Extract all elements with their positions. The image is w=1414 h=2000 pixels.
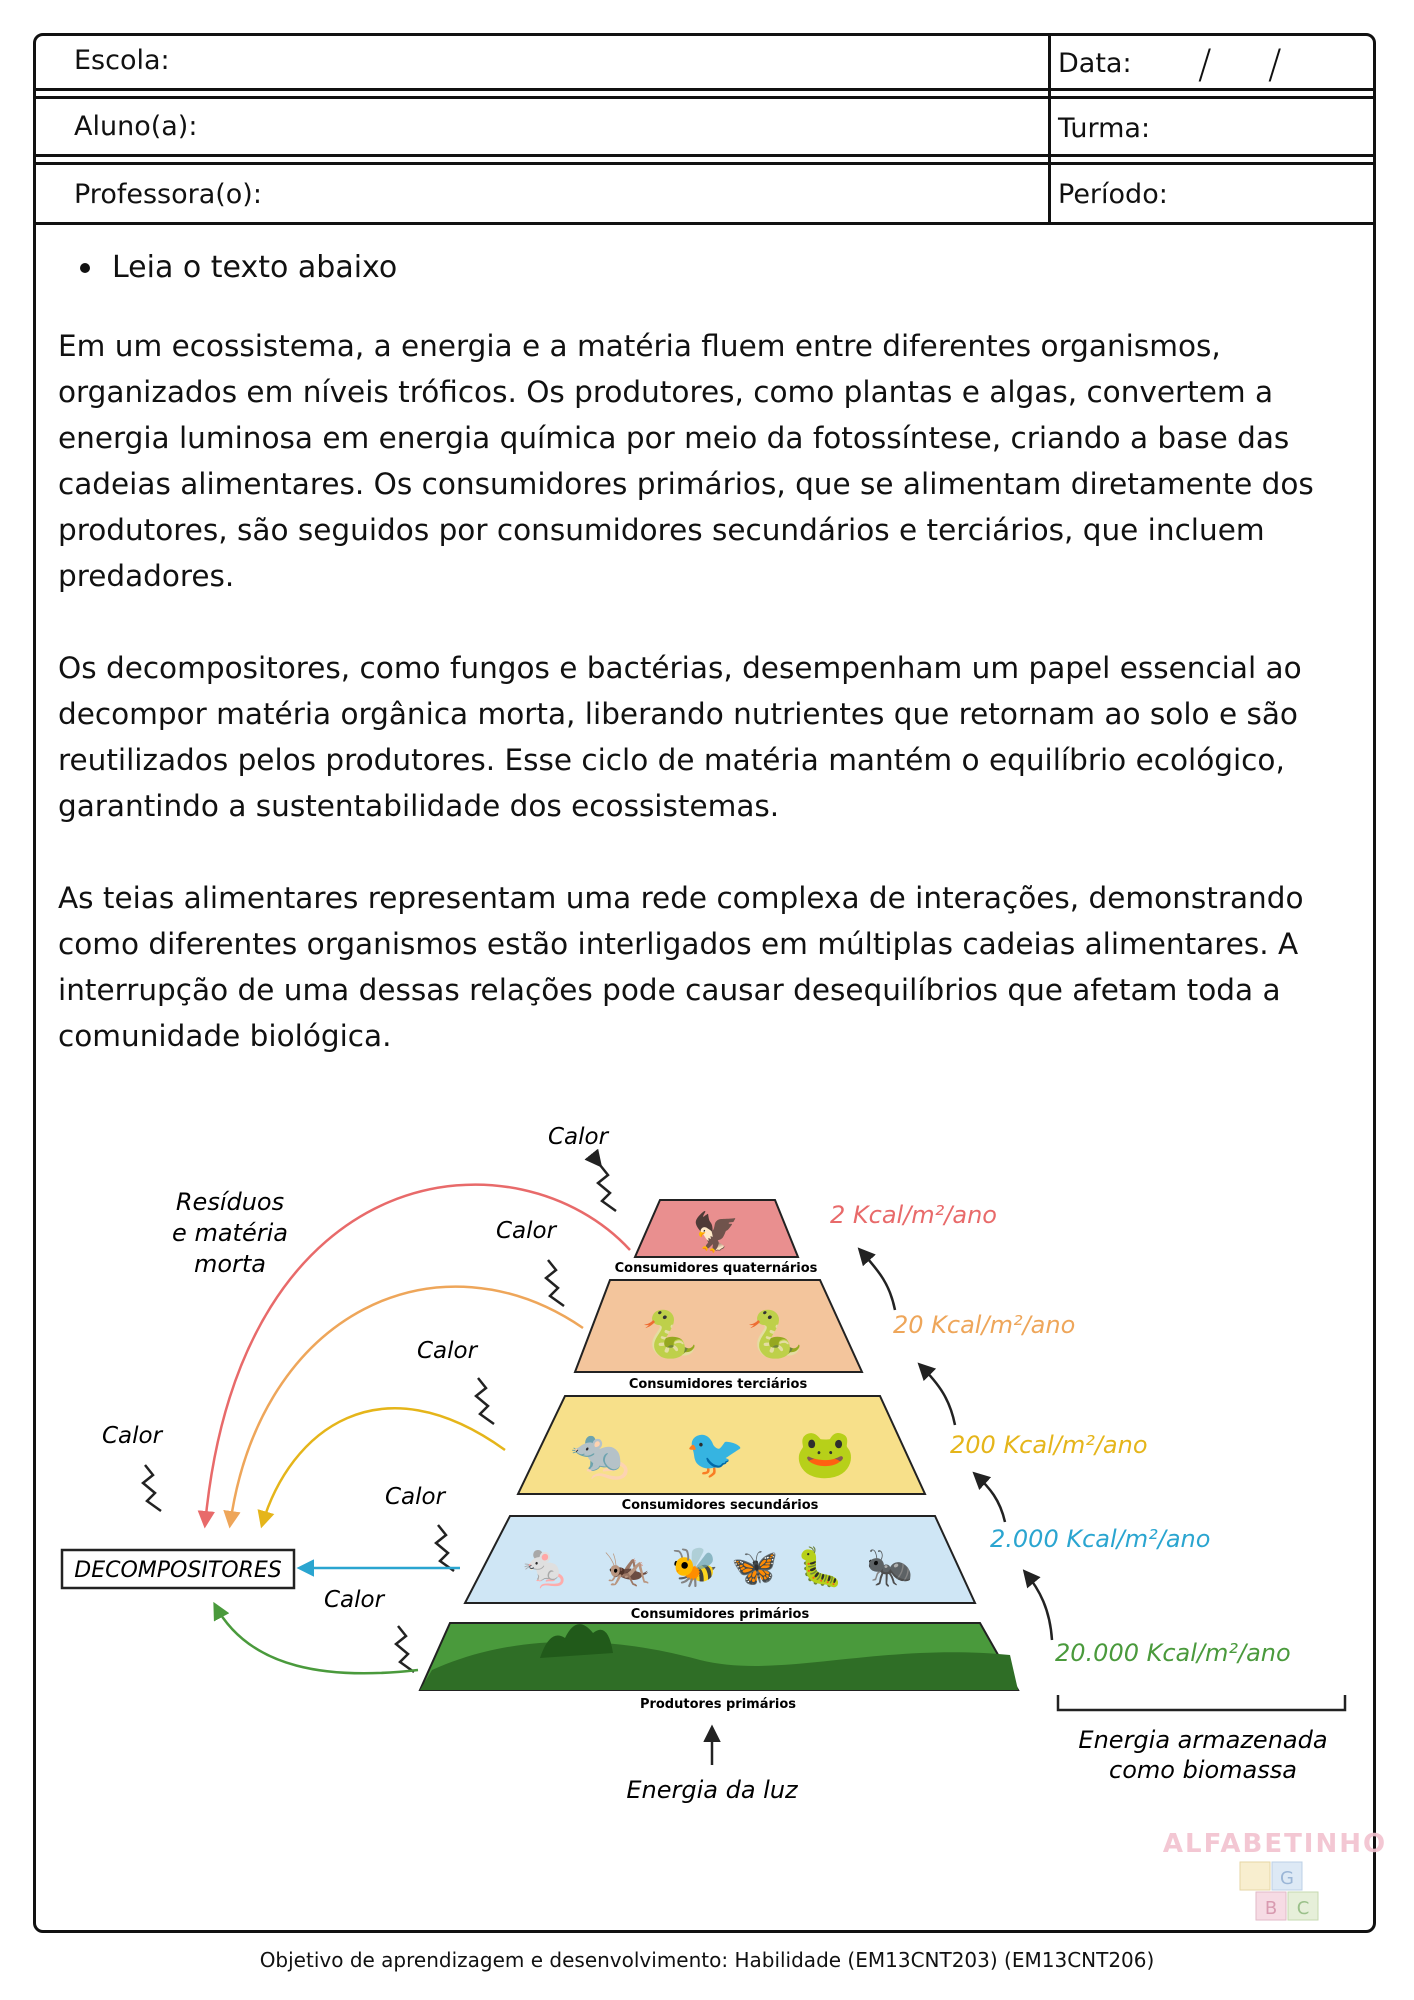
instruction (80, 250, 1358, 285)
text-content (58, 250, 1358, 1059)
heat-label: Calor (417, 1338, 478, 1364)
footer: Objetivo de aprendizagem e desenvolvimento: Habilidade (EM13CNT203) (EM13CNT206) (259, 1948, 1155, 1972)
tier-label: Consumidores terciários (628, 1377, 808, 1392)
energy-label: 20 Kcal/m²/ano (893, 1311, 1076, 1339)
energy-label: 2 Kcal/m²/ano (830, 1201, 997, 1229)
tier-label: Produtores primários (639, 1697, 797, 1712)
paragraph: Em um ecossistema, a energia e a matéria fluem entre diferentes organismos, organizados em níveis tróficos. Os produtores, como plantas e algas, convertem a energia luminosa em energia química por meio da fotossíntese, criando a base das cadeias alimentares. Os consumidores primários, que se alimentam diretamente dos produtores, são seguidos por consumidores secundários e terciários, que incluem predadores. (58, 329, 1314, 593)
student-label: Aluno(a): (74, 111, 198, 142)
heat-squiggle-icon (546, 1260, 564, 1306)
instruction-text: Leia o texto abaixo (112, 250, 398, 285)
svg-text:B: B (1264, 1898, 1278, 1919)
heat-label: Calor (324, 1587, 385, 1613)
svg-text:ALFABETINHO: ALFABETINHO (1162, 1829, 1388, 1859)
tier-label: Consumidores primários (630, 1607, 810, 1622)
tier-tertiary (575, 1280, 862, 1372)
grasshopper-icon: 🦗 (604, 1545, 652, 1589)
rat-icon: 🐀 (570, 1426, 630, 1482)
svg-text:C: C (1296, 1898, 1310, 1919)
frog-icon: 🐸 (795, 1426, 855, 1482)
energy-label: 2.000 Kcal/m²/ano (990, 1525, 1211, 1553)
heat-label: Calor (548, 1124, 609, 1150)
energy-arrow (860, 1250, 895, 1310)
waste-arrow (215, 1605, 418, 1673)
paragraph: Os decompositores, como fungos e bactérias, desempenham um papel essencial ao decompor matéria orgânica morta, liberando nutrientes que retornam ao solo e são reutilizados pelos produtores. Esse ciclo de matéria mantém o equilíbrio ecológico, garantindo a sustentabilidade dos ecossistemas. (58, 651, 1302, 823)
biomass-label: Energia armazenada (1078, 1726, 1328, 1754)
header-row-2 (36, 96, 1373, 157)
heat-squiggle-icon (476, 1378, 494, 1424)
svg-text:G: G (1280, 1868, 1294, 1889)
eagle-icon: 🦅 (692, 1210, 740, 1254)
date-label: Data: (1058, 48, 1132, 79)
date-separator: / (1198, 42, 1212, 88)
decomposers-label: DECOMPOSITORES (74, 1558, 282, 1583)
date-separator: / (1268, 42, 1282, 88)
waste-label: Resíduos (175, 1188, 285, 1216)
heat-squiggle-icon (396, 1626, 414, 1672)
energy-label: 20.000 Kcal/m²/ano (1055, 1639, 1291, 1667)
bullet-icon (80, 263, 90, 273)
energy-pyramid-diagram (0, 1110, 1414, 1830)
biomass-bracket (1058, 1695, 1345, 1710)
tier-label: Consumidores quaternários (614, 1261, 818, 1276)
heat-label: Calor (496, 1218, 557, 1244)
energy-arrow (1025, 1572, 1052, 1640)
snake-icon: 🐍 (746, 1307, 804, 1361)
tier-label: Consumidores secundários (621, 1498, 819, 1513)
snake-icon: 🐍 (641, 1307, 699, 1361)
heat-label: Calor (102, 1423, 163, 1449)
school-label: Escola: (74, 45, 170, 76)
paragraph: As teias alimentares representam uma rede complexa de interações, demonstrando como diferentes organismos estão interligados em múltiplas cadeias alimentares. A interrupção de uma dessas relações pode causar desequilíbrios que afetam toda a comunidade biológica. (58, 881, 1304, 1053)
mouse-icon: 🐁 (518, 1541, 572, 1590)
light-label: Energia da luz (626, 1776, 798, 1804)
heat-label: Calor (385, 1484, 446, 1510)
heat-squiggle-icon (598, 1165, 616, 1211)
moth-icon: 🦋 (731, 1545, 779, 1589)
waste-label: e matéria (172, 1219, 288, 1247)
header-column-divider (1048, 36, 1051, 222)
bird-icon: 🐦 (685, 1426, 745, 1482)
energy-arrow (920, 1365, 955, 1425)
energy-arrow (975, 1474, 1005, 1522)
class-label: Turma: (1058, 113, 1151, 144)
watermark-logo (1162, 1800, 1388, 1930)
waste-arrow (262, 1408, 505, 1525)
heat-squiggle-icon (143, 1465, 161, 1511)
caterpillar-icon: 🐛 (796, 1545, 844, 1589)
waste-label: morta (193, 1250, 267, 1278)
energy-label: 200 Kcal/m²/ano (950, 1431, 1148, 1459)
biomass-label: como biomassa (1109, 1756, 1297, 1784)
heat-squiggle-icon (436, 1525, 454, 1571)
period-label: Período: (1058, 179, 1168, 210)
bee-icon: 🐝 (671, 1545, 719, 1589)
teacher-label: Professora(o): (74, 179, 262, 210)
header-row-1 (36, 36, 1373, 91)
ant-icon: 🐜 (866, 1545, 914, 1589)
